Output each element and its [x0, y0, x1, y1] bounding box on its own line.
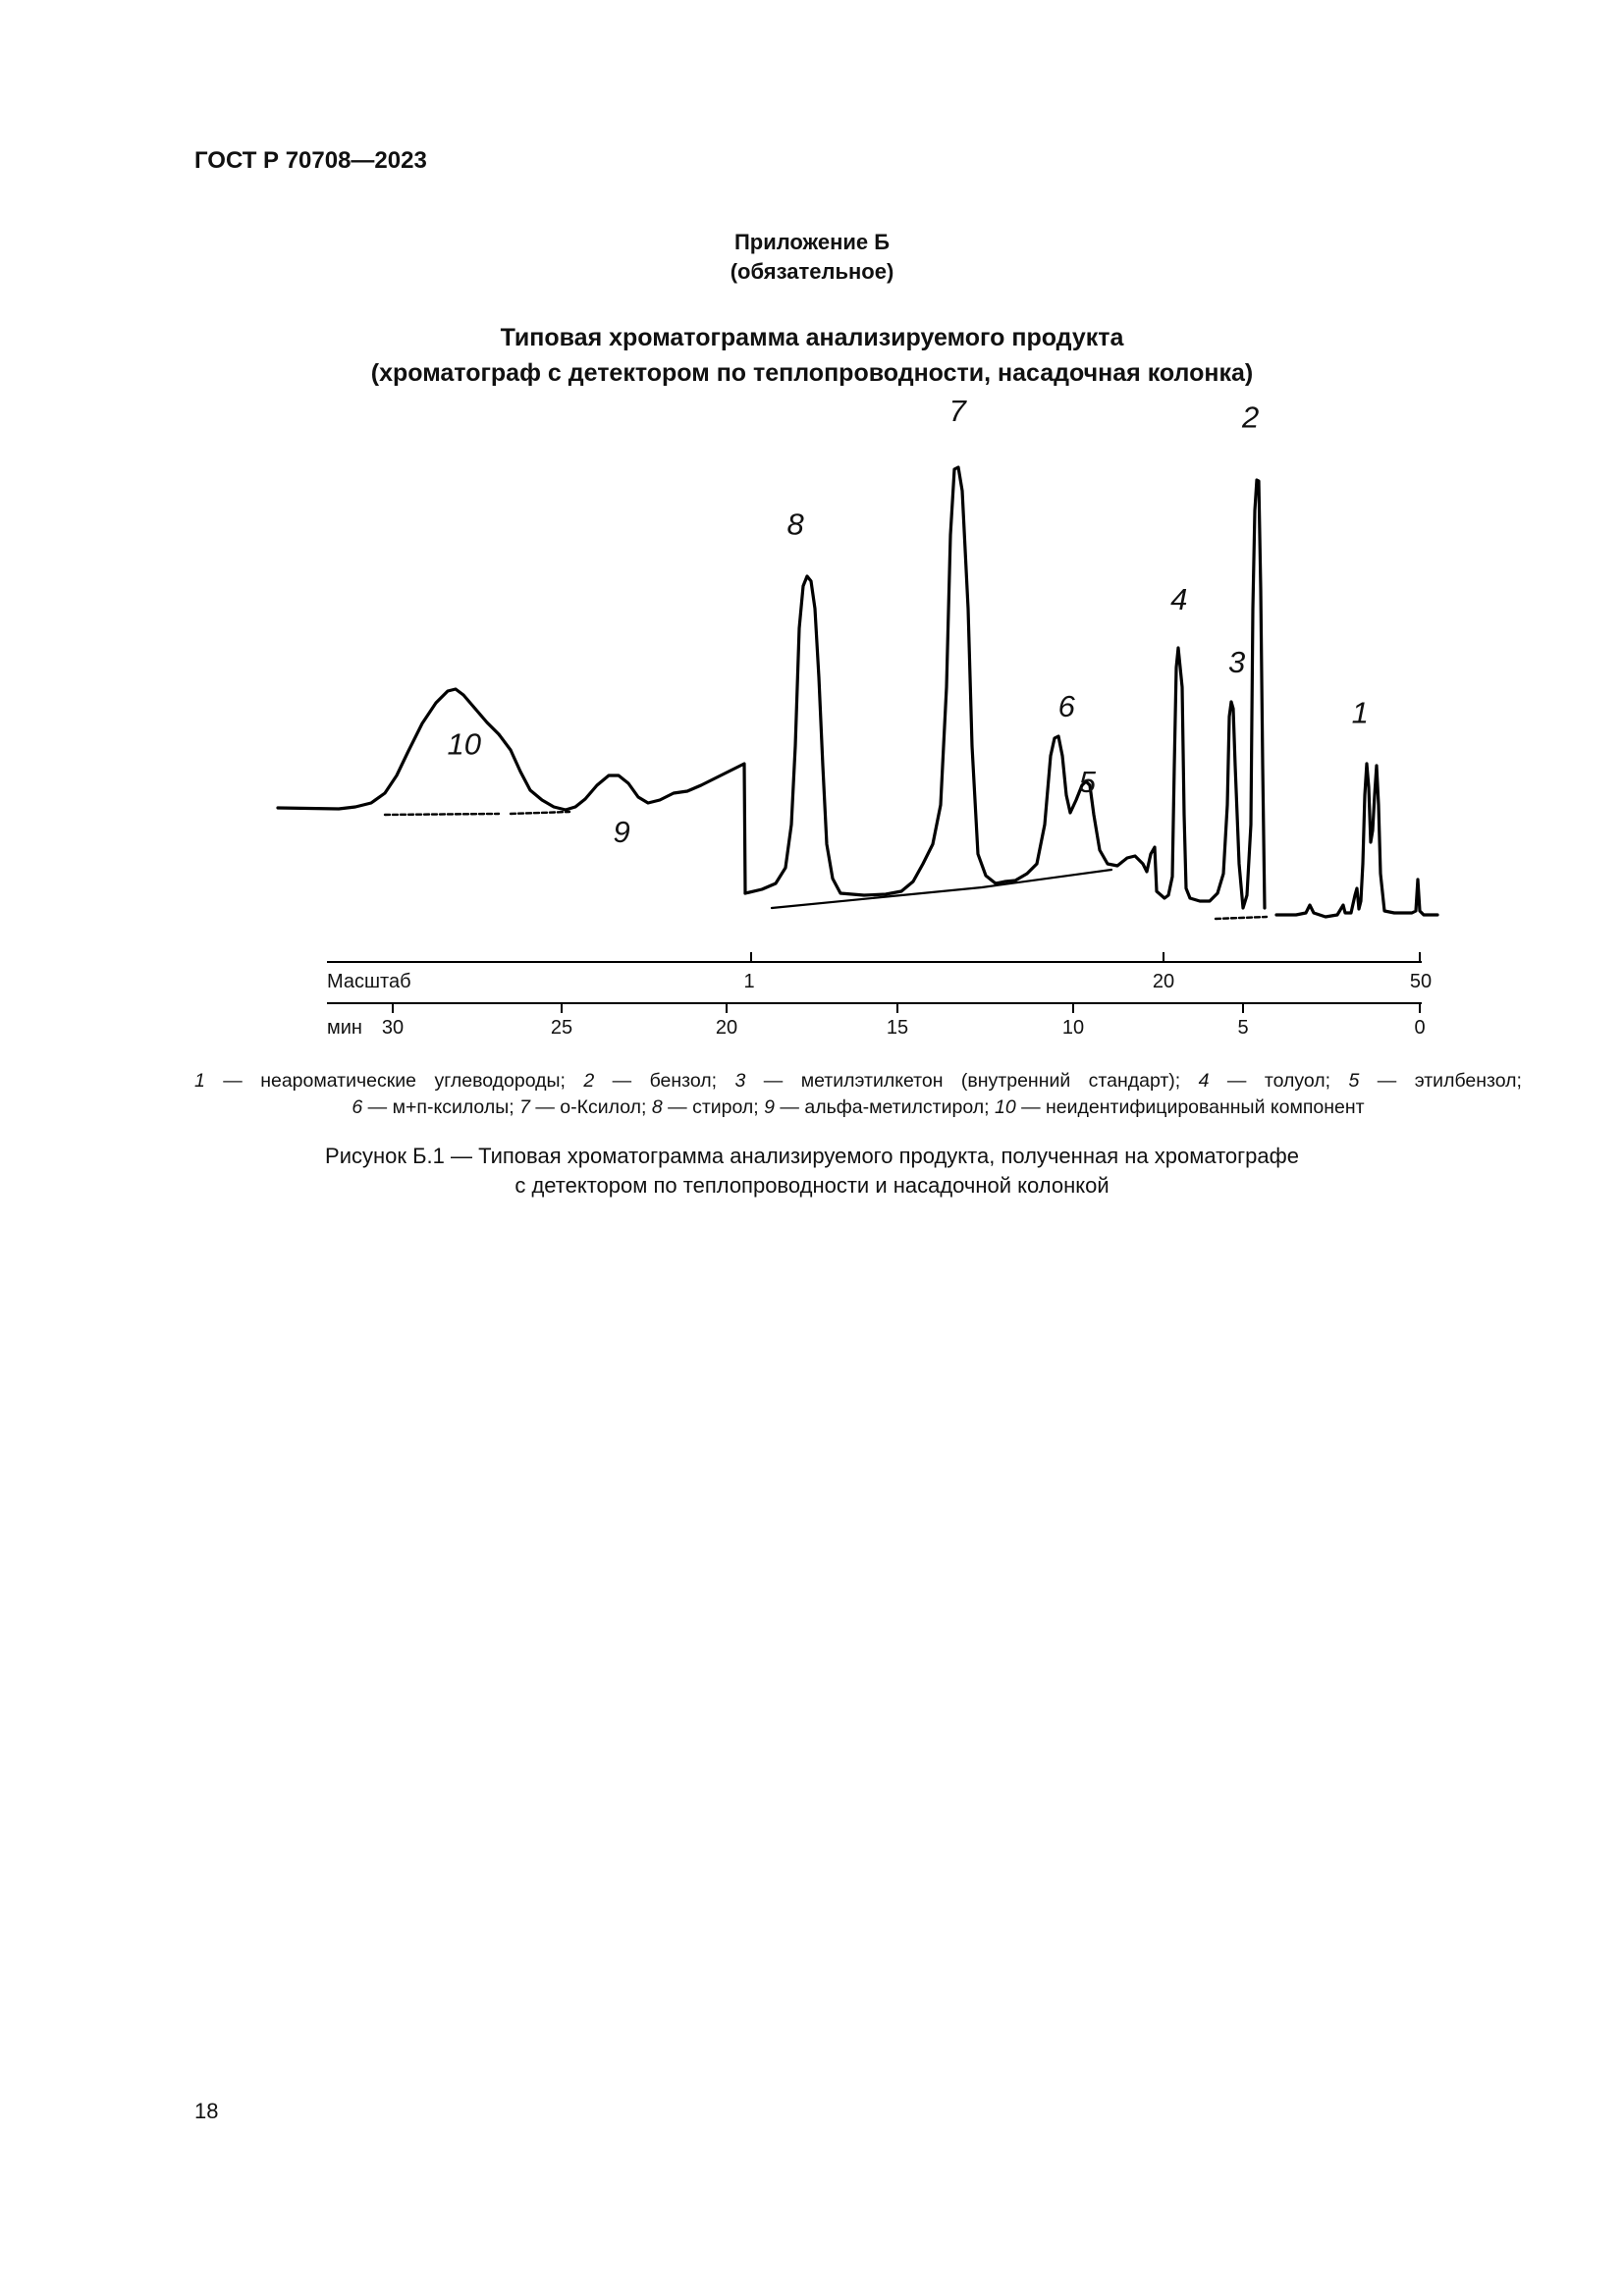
scale-label: Масштаб	[327, 971, 411, 992]
chromatogram-trace	[278, 467, 1437, 919]
scale-value-50: 50	[1409, 971, 1433, 992]
legend-item: 1 — неароматические углеводороды;	[194, 1070, 566, 1092]
time-tick-label: 10	[1061, 1017, 1085, 1039]
legend-item: 8 — стирол;	[651, 1096, 759, 1118]
legend-item: 3 — метилэтилкетон (внутренний стандарт);	[734, 1070, 1181, 1092]
peak-label-9: 9	[613, 815, 630, 849]
peak-label-1: 1	[1351, 695, 1369, 730]
peak-label-4: 4	[1170, 582, 1188, 617]
appendix-label: Приложение Б	[733, 230, 891, 254]
baseline-dashes-left	[385, 812, 569, 815]
peak-labels	[448, 394, 1369, 849]
standard-number: ГОСТ Р 70708—2023	[194, 147, 427, 174]
time-unit-label: мин	[327, 1017, 362, 1039]
time-tick-label: 5	[1237, 1017, 1249, 1039]
page-number: 18	[194, 2099, 219, 2123]
time-tick-label: 30	[381, 1017, 405, 1039]
legend-item: 5 — этилбензол;	[1348, 1070, 1522, 1092]
peak-label-8: 8	[786, 507, 804, 542]
peak-label-2: 2	[1241, 400, 1260, 435]
legend-item: 9 — альфа-метилстирол;	[764, 1096, 990, 1118]
figure-caption-line-2: с детектором по теплопроводности и насадочной колонкой	[514, 1173, 1110, 1198]
figure-caption	[0, 1142, 1624, 1201]
time-tick-label: 15	[886, 1017, 909, 1039]
legend-line-2	[194, 1095, 1522, 1121]
appendix-status: (обязательное)	[730, 259, 894, 284]
time-tick-label: 0	[1414, 1017, 1426, 1039]
peak-label-7: 7	[948, 394, 966, 429]
figure-title-line-2: (хроматограф с детектором по теплопроводности, насадочная колонка)	[370, 359, 1254, 387]
axes	[327, 952, 1422, 1013]
legend-item: 10 — неидентифицированный компонент	[994, 1096, 1365, 1118]
legend-item: 7 — о-Ксилол;	[519, 1096, 647, 1118]
baseline-line	[772, 870, 1111, 908]
appendix-heading	[0, 228, 1624, 287]
figure-title-line-1: Типовая хроматограмма анализируемого продукта	[500, 324, 1124, 351]
chromatogram-chart	[0, 394, 1624, 1060]
legend-item: 6 — м+п-ксилолы;	[352, 1096, 514, 1118]
time-ticks	[393, 1003, 1420, 1013]
peak-label-10: 10	[447, 726, 482, 762]
trace-segment-early	[278, 689, 745, 893]
scale-value-20: 20	[1152, 971, 1175, 992]
legend-item: 2 — бензол;	[583, 1070, 718, 1092]
legend-item: 4 — толуол;	[1198, 1070, 1331, 1092]
time-tick-labels	[382, 1017, 1426, 1039]
figure-caption-line-1: Рисунок Б.1 — Типовая хроматограмма анализируемого продукта, полученная на хроматографе	[325, 1144, 1299, 1168]
scale-value-1: 1	[743, 971, 755, 992]
legend-line-1	[194, 1068, 1522, 1095]
figure-legend	[194, 1068, 1522, 1121]
baseline-dashes-right	[1216, 917, 1267, 919]
figure-title	[0, 320, 1624, 391]
trace-segment-late	[1276, 764, 1437, 917]
peak-label-3: 3	[1227, 645, 1246, 680]
peak-label-5: 5	[1078, 764, 1097, 799]
time-tick-label: 25	[550, 1017, 573, 1039]
peak-label-6: 6	[1057, 689, 1075, 723]
time-tick-label: 20	[715, 1017, 738, 1039]
trace-segment-middle	[745, 467, 1265, 908]
